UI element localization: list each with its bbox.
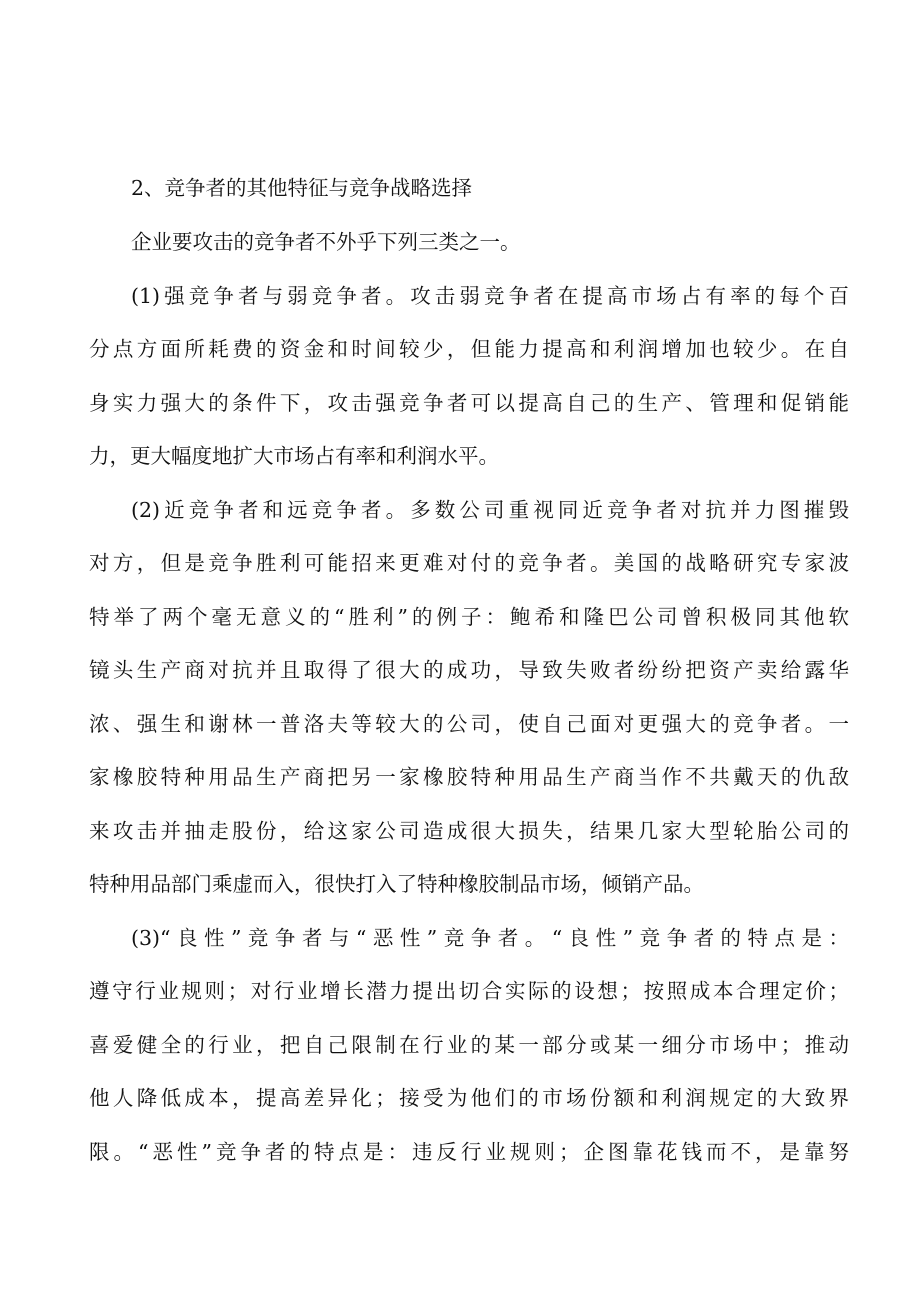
paragraph-1-line-4: 力，更大幅度地扩大市场占有率和利润水平。 [89, 444, 499, 468]
paragraph-2-line-2: 对方，但是竞争胜利可能招来更难对付的竞争者。美国的战略研究专家波 [89, 551, 849, 575]
paragraph-2-line-6: 家橡胶特种用品生产商把另一家橡胶特种用品生产商当作不共戴天的仇敌 [89, 765, 849, 789]
paragraph-1-line-3: 身实力强大的条件下，攻击强竞争者可以提高自己的生产、管理和促销能 [89, 391, 849, 415]
paragraph-3-line-1: (3)“良性”竞争者与“恶性”竞争者。“良性”竞争者的特点是： [131, 926, 849, 950]
paragraph-2-line-4: 镜头生产商对抗并且取得了很大的成功，导致失败者纷纷把资产卖给露华 [89, 658, 849, 682]
intro-sentence: 企业要攻击的竞争者不外乎下列三类之一。 [131, 230, 521, 254]
section-heading: 2、竞争者的其他特征与竞争战略选择 [131, 176, 473, 200]
paragraph-3-line-4: 他人降低成本，提高差异化；接受为他们的市场份额和利润规定的大致界 [89, 1086, 849, 1110]
paragraph-2-line-1: (2)近竞争者和远竞争者。多数公司重视同近竞争者对抗并力图摧毁 [131, 498, 849, 522]
paragraph-1-line-2: 分点方面所耗费的资金和时间较少，但能力提高和利润增加也较少。在自 [89, 337, 849, 361]
paragraph-3-line-3: 喜爱健全的行业，把自己限制在行业的某一部分或某一细分市场中；推动 [89, 1033, 849, 1057]
paragraph-3-line-5: 限。“恶性”竞争者的特点是：违反行业规则；企图靠花钱而不，是靠努 [89, 1140, 849, 1164]
paragraph-2-line-5: 浓、强生和谢林一普洛夫等较大的公司，使自己面对更强大的竞争者。一 [89, 712, 849, 736]
paragraph-3-line-2: 遵守行业规则；对行业增长潜力提出切合实际的设想；按照成本合理定价； [89, 979, 849, 1003]
paragraph-2-line-3: 特举了两个毫无意义的“胜利”的例子：鲍希和隆巴公司曾积极同其他软 [89, 605, 849, 629]
paragraph-2-line-7: 来攻击并抽走股份，给这家公司造成很大损失，结果几家大型轮胎公司的 [89, 819, 849, 843]
paragraph-1-line-1: (1)强竞争者与弱竞争者。攻击弱竞争者在提高市场占有率的每个百 [131, 284, 849, 308]
paragraph-2-line-8: 特种用品部门乘虚而入，很快打入了特种橡胶制品市场，倾销产品。 [89, 872, 704, 896]
